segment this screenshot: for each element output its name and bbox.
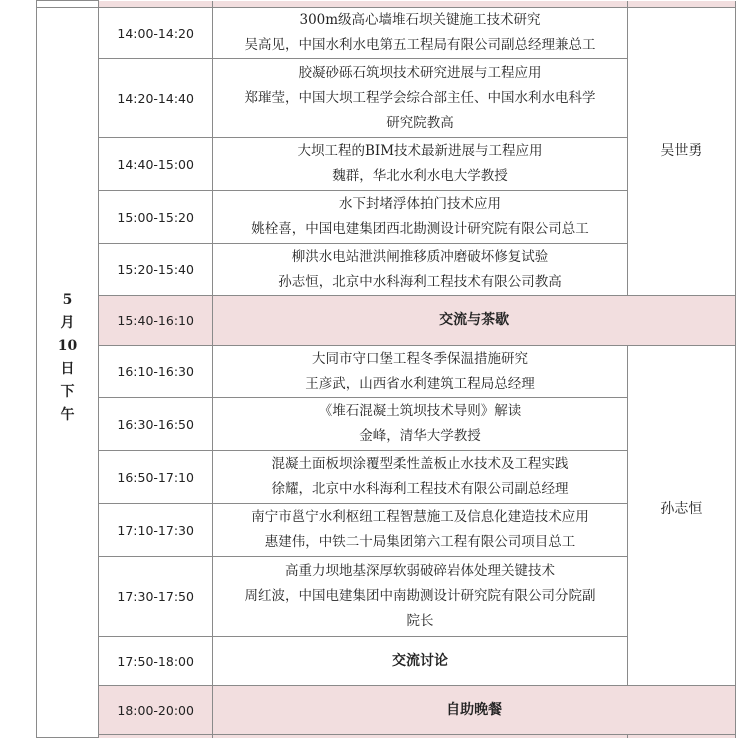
top-strip-row	[37, 1, 736, 8]
date-char: 下	[60, 383, 75, 400]
talk-title: 大同市守口堡工程冬季保温措施研究	[312, 350, 529, 367]
talk-cell	[213, 191, 628, 244]
talk-title: 混凝土面板坝涂覆型柔性盖板止水技术及工程实践	[271, 456, 569, 472]
talk-speaker: 金峰，清华大学教授	[359, 428, 481, 444]
talk-title: 水下封堵浮体拍门技术应用	[339, 196, 502, 212]
talk-speaker: 孙志恒，北京中水科海利工程技术有限公司教高	[278, 273, 562, 290]
break-row	[37, 296, 736, 346]
time-cell: 16:30-16:50	[99, 398, 213, 451]
time-cell: 15:40-16:10	[99, 296, 213, 346]
time-cell: 16:10-16:30	[99, 346, 213, 398]
talk-cell	[213, 398, 628, 451]
date-char: 5	[62, 291, 73, 308]
table-row	[37, 346, 736, 398]
time-cell: 17:50-18:00	[99, 637, 213, 686]
talk-cell	[213, 504, 628, 557]
time-cell: 16:50-17:10	[99, 451, 213, 504]
discussion-label: 交流讨论	[213, 637, 628, 686]
time-cell: 18:00-20:00	[99, 686, 213, 735]
talk-title: 300m级高心墙堆石坝关键施工技术研究	[299, 12, 541, 28]
talk-cell	[213, 59, 628, 138]
talk-title: 大坝工程的BIM技术最新进展与工程应用	[297, 143, 543, 159]
talk-speaker: 吴高见，中国水利水电第五工程局有限公司副总经理兼总工	[244, 37, 596, 53]
talk-cell	[213, 557, 628, 637]
bottom-strip-row	[37, 735, 736, 738]
talk-speaker: 魏群，华北水利水电大学教授	[332, 168, 508, 184]
time-cell: 14:00-14:20	[99, 8, 213, 59]
date-cell	[37, 8, 99, 738]
schedule-wrapper	[36, 0, 736, 736]
time-cell: 15:20-15:40	[99, 244, 213, 296]
talk-title: 高重力坝地基深厚软弱破碎岩体处理关键技术	[285, 563, 556, 579]
date-char: 10	[57, 337, 78, 354]
talk-cell	[213, 346, 628, 398]
talk-speaker: 周红波，中国电建集团中南勘测设计研究院有限公司分院副	[244, 588, 596, 604]
time-cell: 14:40-15:00	[99, 138, 213, 191]
talk-title: 《堆石混凝土筑坝技术导则》解读	[318, 403, 522, 419]
host-cell: 孙志恒	[627, 346, 735, 686]
date-char: 日	[60, 360, 75, 377]
time-cell: 14:20-14:40	[99, 59, 213, 138]
talk-cell	[213, 244, 628, 296]
table-row	[37, 8, 736, 59]
talk-speaker-cont: 研究院教高	[386, 114, 454, 131]
talk-speaker: 姚栓喜，中国电建集团西北勘测设计研究院有限公司总工	[251, 221, 589, 237]
schedule-table	[36, 0, 736, 738]
time-cell: 17:30-17:50	[99, 557, 213, 637]
talk-cell	[213, 8, 628, 59]
date-char: 午	[60, 406, 75, 423]
date-char: 月	[60, 314, 75, 331]
talk-title: 胶凝砂砾石筑坝技术研究进展与工程应用	[298, 64, 542, 81]
time-cell: 15:00-15:20	[99, 191, 213, 244]
dinner-label: 自助晚餐	[213, 686, 736, 735]
host-cell: 吴世勇	[627, 8, 735, 296]
time-cell: 17:10-17:30	[99, 504, 213, 557]
talk-speaker-cont: 院长	[406, 613, 434, 629]
talk-speaker: 徐耀，北京中水科海利工程技术有限公司副总经理	[271, 481, 569, 497]
talk-title: 南宁市邕宁水利枢纽工程智慧施工及信息化建造技术应用	[251, 509, 589, 525]
talk-cell	[213, 451, 628, 504]
talk-title: 柳洪水电站泄洪闸推移质冲磨破坏修复试验	[291, 248, 549, 265]
talk-speaker: 王彦武，山西省水利建筑工程局总经理	[305, 375, 535, 392]
break-label: 交流与茶歇	[213, 296, 736, 346]
talk-speaker: 郑璀莹，中国大坝工程学会综合部主任、中国水利水电科学	[244, 89, 596, 106]
talk-cell	[213, 138, 628, 191]
dinner-row	[37, 686, 736, 735]
talk-speaker: 惠建伟，中铁二十局集团第六工程有限公司项目总工	[264, 534, 576, 550]
